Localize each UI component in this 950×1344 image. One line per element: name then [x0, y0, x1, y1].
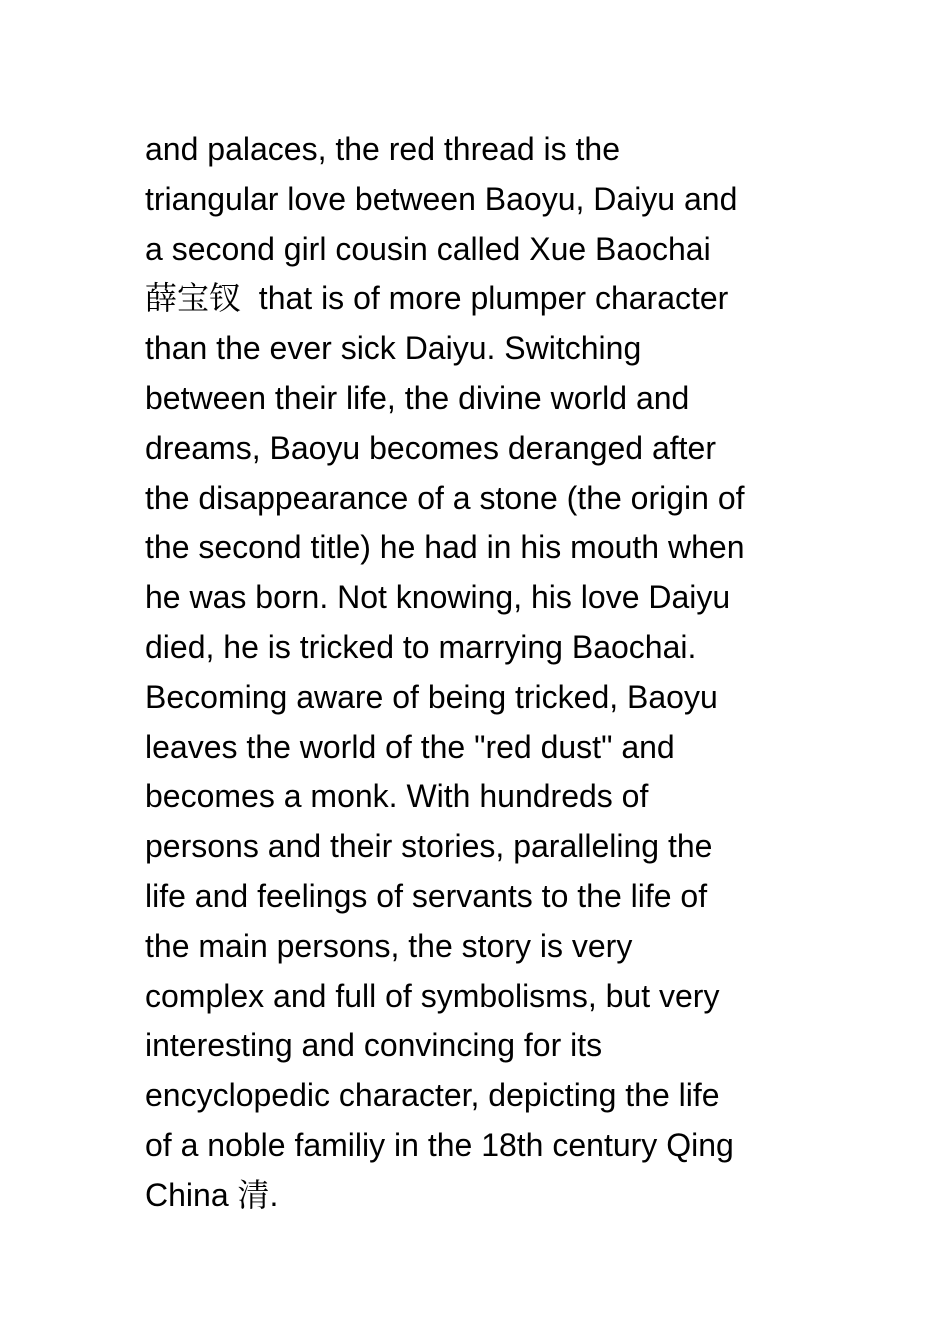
text-line: leaves the world of the "red dust" and [145, 728, 675, 765]
text-line: he was born. Not knowing, his love Daiyu [145, 579, 731, 616]
text-line: of a noble familiy in the 18th century Qing [145, 1126, 734, 1163]
text-line: complex and full of symbolisms, but very [145, 977, 720, 1014]
text-line: dreams, Baoyu becomes deranged after [145, 429, 716, 466]
text-segment: China [145, 1176, 238, 1213]
text-line: died, he is tricked to marrying Baochai. [145, 628, 697, 665]
text-line: the disappearance of a stone (the origin of [145, 479, 745, 516]
text-line: encyclopedic character, depicting the life [145, 1077, 720, 1114]
text-line: triangular love between Baoyu, Daiyu and [145, 180, 738, 217]
text-line: and palaces, the red thread is the [145, 131, 620, 167]
text-line [145, 1171, 845, 1221]
text-line: becomes a monk. With hundreds of [145, 778, 649, 815]
text-line: life and feelings of servants to the life of [145, 877, 708, 914]
text-line: interesting and convincing for its [145, 1027, 603, 1064]
text-line: between their life, the divine world and [145, 379, 690, 416]
text-line: persons and their stories, paralleling the [145, 828, 713, 865]
text-line: the second title) he had in his mouth when [145, 529, 745, 566]
text-line: the main persons, the story is very [145, 927, 633, 964]
text-line: Becoming aware of being tricked, Baoyu [145, 678, 718, 715]
text-segment: that is of more plumper character [241, 280, 729, 317]
text-segment: . [269, 1176, 279, 1213]
chinese-name-xue-baochai: 薛宝钗 [145, 279, 242, 318]
text-line: a second girl cousin called Xue Baochai [145, 230, 711, 267]
text-line [145, 274, 845, 324]
body-text [145, 125, 845, 1221]
text-line: than the ever sick Daiyu. Switching [145, 330, 642, 367]
chinese-character-qing: 清 [237, 1175, 270, 1214]
